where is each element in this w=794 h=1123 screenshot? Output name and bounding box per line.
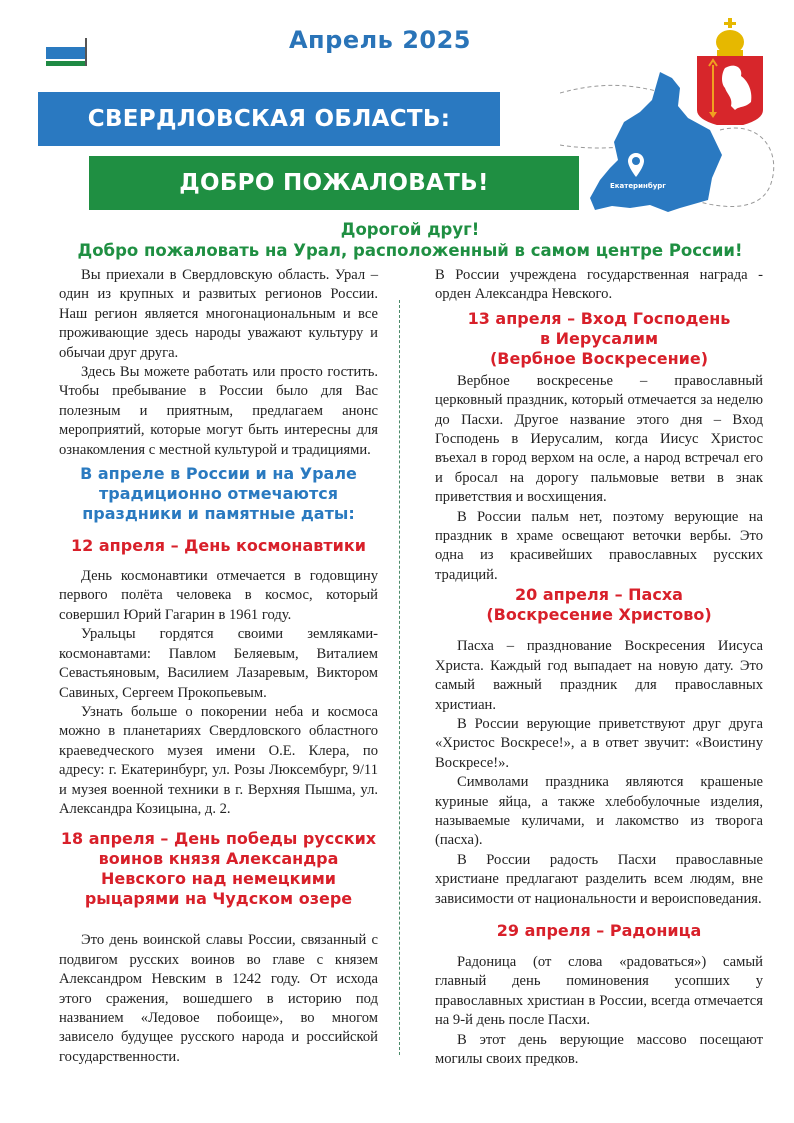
right-column [435, 266, 763, 1069]
map-city-label: Екатеринбург [610, 182, 666, 190]
nevsky-order-paragraph: В России учреждена государственная награда - орден Александра Невского. [435, 267, 763, 303]
banner-welcome-text: ДОБРО ПОЖАЛОВАТЬ! [179, 170, 489, 196]
cosmonautics-paragraph: Уральцы гордятся своими земляками-космонавтами: Павлом Беляевым, Виталием Севастьяновым, Василием Лазаревым, Виктором Савиных, Сергеем Прокопьевым. [59, 626, 378, 701]
greeting-line-1: Дорогой друг! [340, 220, 480, 239]
subheading-line: традиционно отмечаются [99, 484, 338, 504]
radonitsa-paragraph: В этот день верующие массово посещают могилы своих предков. [435, 1031, 763, 1067]
greeting-line-2: Добро пожаловать на Урал, расположенный в самом центре России! [77, 241, 743, 260]
nevsky-paragraph: Это день воинской славы России, связанный с подвигом русских воинов во главе с князем Александром Невским в 1242 году. От исхода этого сражения, вошедшего в историю под названием «Ледовое побоище», во многом зависело будущее русского народа и российской государственности. [59, 932, 378, 1065]
intro-paragraph: Здесь Вы можете работать или просто гостить. Чтобы пребывание в России было для Вас полезным и приятным, предлагаем анонс мероприятий, которые могут быть интересны для ознакомления с местной культурой и традициями. [59, 364, 378, 458]
palm-sunday-paragraph: Вербное воскресенье – православный церковный праздник, который отмечается за неделю до Пасхи. Другое название этого дня – Вход Господень в Иерусалим, когда Иисус Христос въехал в город верхом на осле, а народ встречал его и бросал на дорогу пальмовые ветви в знак приветствия и восхищения. [435, 372, 763, 506]
title-line: в Иерусалим [539, 328, 659, 348]
title-line: рыцарями на Чудском озере [84, 889, 353, 909]
easter-paragraph: Символами праздника являются крашеные куриные яйца, а также хлебобулочные изделия, называемые куличами, и лакомство из творога (пасха). [435, 774, 763, 849]
easter-paragraph: В России верующие приветствуют друг друга «Христос Воскресе!», а в ответ звучит: «Воистину Воскресе!». [435, 715, 763, 771]
title-line: 18 апреля – День победы русских [60, 829, 377, 849]
left-column [59, 266, 378, 1067]
radonitsa-paragraph: Радоница (от слова «радоваться») самый главный день поминовения усопших у православных христиан в России, всегда отмечается на 9-й день после Пасхи. [435, 953, 763, 1029]
intro-paragraph: Вы приехали в Свердловскую область. Урал – один из крупных и развитых регионов России. Наш регион является многонациональным и все проживающие здесь народы уважают культуру и обычаи друг друга. [59, 267, 378, 361]
cosmonautics-paragraph: День космонавтики отмечается в годовщину первого полёта человека в космос, который совершил Юрий Гагарин в 1961 году. [59, 568, 378, 623]
subheading-line: В апреле в России и на Урале [80, 464, 357, 484]
title-line: 13 апреля – Вход Господень [467, 308, 731, 328]
title-line: Невского над немецкими [100, 869, 337, 889]
title-line: 20 апреля – Пасха [515, 585, 683, 605]
title-line: воинов князя Александра [98, 849, 339, 869]
banner-region-text: СВЕРДЛОВСКАЯ ОБЛАСТЬ: [87, 106, 451, 132]
palm-sunday-title [435, 309, 763, 369]
title-line: (Вербное Воскресение) [489, 348, 709, 368]
cosmonautics-title: 12 апреля – День космонавтики [71, 536, 366, 556]
title-line: (Воскресение Христово) [486, 605, 712, 625]
easter-title [435, 585, 763, 625]
easter-paragraph: Пасха – празднование Воскресения Иисуса Христа. Каждый год выпадает на новую дату. Это самый важный праздник для православных христиан. [435, 638, 763, 713]
banner-welcome [89, 156, 579, 210]
nevsky-title [59, 829, 378, 909]
cosmonautics-paragraph: Узнать больше о покорении неба и космоса можно в планетариях Свердловского областного краеведческого музея имени О.Е. Клера, по адресу: г. Екатеринбург, ул. Розы Люксембург, 9/11 и музея военной техники в г. Верхняя Пышма, ул. Александра Козицына, д. 2. [59, 703, 378, 817]
banner-region [38, 92, 500, 146]
holidays-subheading [59, 464, 378, 524]
column-divider [399, 300, 400, 1055]
radonitsa-title: 29 апреля – Радоница [496, 920, 702, 940]
coat-of-arms-icon [695, 10, 765, 125]
palm-sunday-paragraph: В России пальм нет, поэтому верующие на праздник в храме освещают веточки вербы. Это одна из красивейших православных русских традиций. [435, 508, 763, 583]
issue-month: Апрель 2025 [288, 26, 472, 54]
subheading-line: праздники и памятные даты: [82, 504, 355, 524]
easter-paragraph: В России радость Пасхи православные христиане предлагают разделить всем людям, вне зависимости от национальности и вероисповедания. [435, 851, 763, 907]
location-pin-icon [627, 152, 645, 178]
